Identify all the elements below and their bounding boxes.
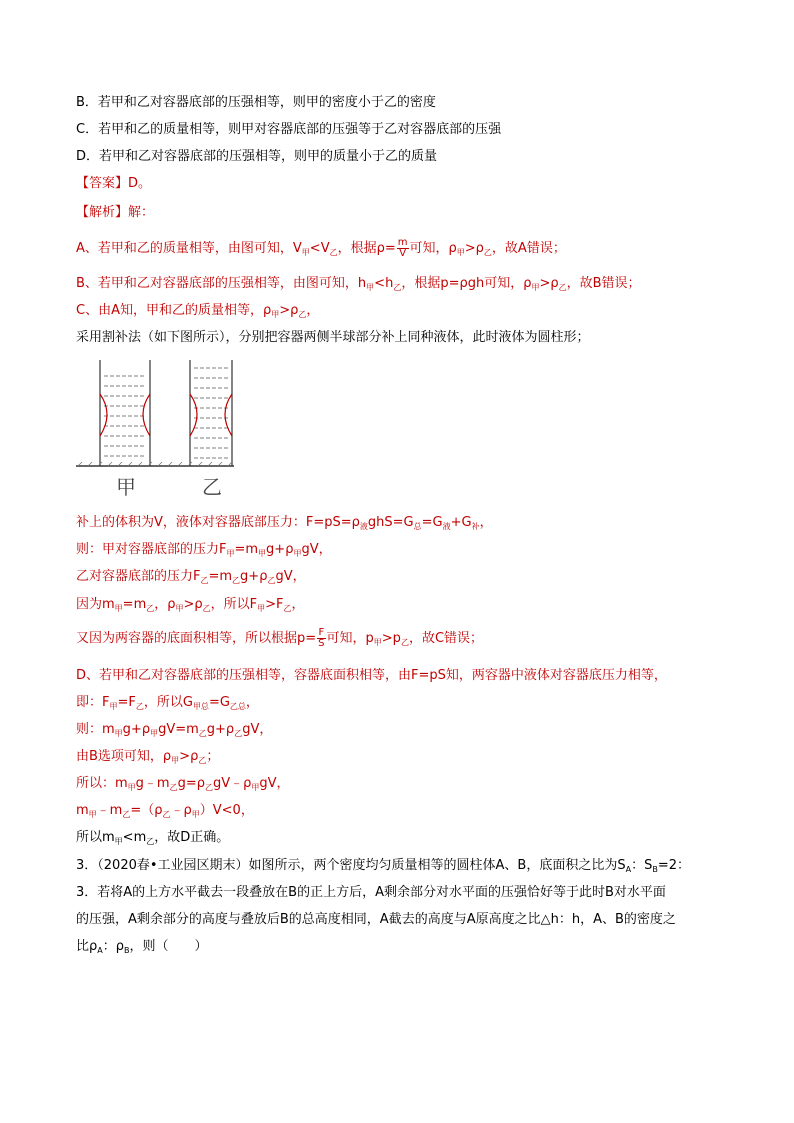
analysis-value: 解： [128, 205, 155, 220]
answer-value: D。 [128, 176, 152, 191]
container-jia [100, 360, 150, 466]
fraction-m-v: $\frac{m}{V}$ [397, 237, 408, 259]
option-b: B．若甲和乙对容器底部的压强相等，则甲的密度小于乙的密度 [76, 95, 436, 110]
analysis-d2: 即：$F_甲=F_乙$，所以$G_{甲总}=G_{乙总}$， [76, 695, 259, 711]
question-3-line-2: 3．若将A的上方水平截去一段叠放在B的正上方后，A剩余部分对水平面的压强恰好等于此时B对水平面 [76, 885, 666, 900]
analysis-d3: 则：$m_甲g+\rho_甲gV=m_乙g+\rho_乙gV$， [76, 722, 273, 738]
answer-line [76, 175, 151, 193]
option-c: C．若甲和乙的质量相等，则甲对容器底部的压强等于乙对容器底部的压强 [76, 122, 502, 137]
analysis-d5: 所以：$m_甲g﹣m_乙g=\rho_乙gV﹣\rho_甲gV$， [76, 776, 290, 792]
analysis-a: A、若甲和乙的质量相等，由图可知，$V_甲<V_乙$，根据ρ= $\frac{m}{V}$ 可知，$\rho_甲>\rho_乙$，故A错误； [76, 237, 566, 259]
analysis-c5: 乙对容器底部的压力$F_乙=m_乙g+\rho_乙gV$， [76, 569, 306, 585]
analysis-line [76, 204, 154, 222]
analysis-d1: D、若甲和乙对容器底部的压强相等，容器底面积相等，由F=pS知，两容器中液体对容器底压力相等， [76, 668, 667, 683]
question-3-line-3: 的压强，A剩余部分的高度与叠放后B的总高度相同，A截去的高度与A原高度之比△h：h，A、B的密度之 [76, 912, 676, 927]
analysis-label: 【解析】 [76, 205, 129, 220]
analysis-c6: 因为$m_甲=m_乙$，$\rho_甲>\rho_乙$，所以$F_甲>F_乙$， [76, 597, 305, 613]
figure-label-yi: 乙 [202, 475, 222, 499]
analysis-b: B、若甲和乙对容器底部的压强相等，由图可知，$h_甲<h_乙$，根据p=ρgh可知，$\rho_甲>\rho_乙$，故B错误； [76, 276, 641, 292]
analysis-c4: 则：甲对容器底部的压力$F_甲=m_甲g+\rho_甲gV$， [76, 542, 332, 558]
container-figure [74, 356, 234, 506]
container-yi [190, 360, 232, 466]
question-3-line-1: 3．（2020春•工业园区期末）如图所示，两个密度均匀质量相等的圆柱体A、B，底面积之比为$S_A$：$S_B=2$： [76, 858, 691, 874]
figure-label-jia: 甲 [116, 475, 136, 499]
fraction-f-s: $\frac{F}{S}$ [318, 627, 325, 649]
option-d: D．若甲和乙对容器底部的压强相等，则甲的质量小于乙的质量 [76, 149, 438, 164]
analysis-d4: 由B选项可知，$\rho_甲>\rho_乙$； [76, 749, 220, 765]
analysis-c3: 补上的体积为V，液体对容器底部压力：$F=pS=\rho_液ghS=G_总=G_液+G_补$， [76, 515, 493, 531]
analysis-c1: C、由A知，甲和乙的质量相等，$\rho_甲>\rho_乙$， [76, 303, 320, 319]
analysis-d7: 所以$m_甲<m_乙$，故D正确。 [76, 830, 230, 846]
analysis-d6: $m_甲﹣m_乙=(\rho_乙﹣\rho_甲)V<0$， [76, 803, 254, 819]
analysis-c7: 又因为两容器的底面积相等，所以根据p= $\frac{F}{S}$ 可知，$p_甲>p_乙$，故C错误； [76, 627, 484, 649]
analysis-c2: 采用割补法（如下图所示），分别把容器两侧半球部分补上同种液体，此时液体为圆柱形； [76, 330, 590, 345]
answer-label: 【答案】 [76, 176, 129, 191]
question-3-line-4: 比$\rho_A$：$\rho_B$，则（ ） [76, 939, 208, 955]
